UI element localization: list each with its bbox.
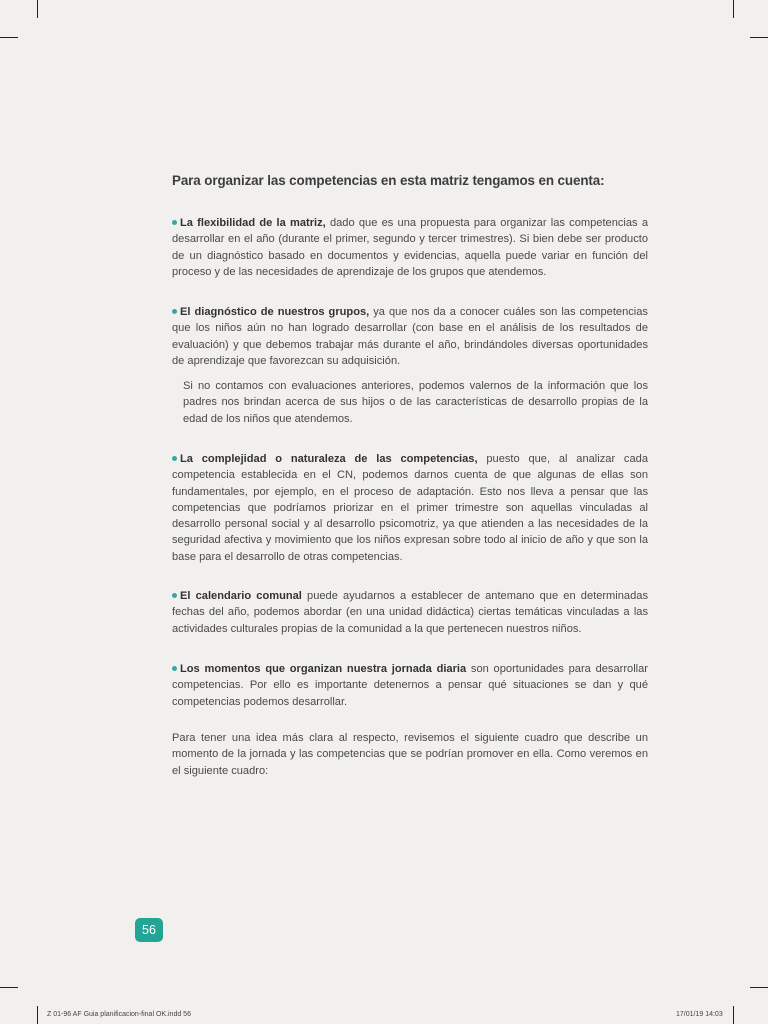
list-item — [172, 588, 648, 637]
crop-mark-bottom-right — [733, 1006, 734, 1024]
item-bold-label: El diagnóstico de nuestros grupos, — [180, 306, 370, 318]
crop-mark-left-bottom — [0, 987, 18, 988]
list-item — [172, 661, 648, 710]
bullet-icon — [172, 220, 177, 225]
bullet-icon — [172, 666, 177, 671]
crop-mark-right-bottom — [750, 987, 768, 988]
crop-mark-bottom-left — [37, 1006, 38, 1024]
footer-date: 17/01/19 14:03 — [676, 1011, 723, 1018]
bullet-icon — [172, 309, 177, 314]
footer-file-info: Z 01-96 AF Guia planificacion-final OK.indd 56 — [47, 1011, 191, 1018]
crop-mark-right-top — [750, 37, 768, 38]
item-bold-label: El calendario comunal — [180, 590, 302, 602]
list-item — [172, 304, 648, 369]
list-item — [172, 451, 648, 565]
closing-paragraph: Para tener una idea más clara al respecto, revisemos el siguiente cuadro que describe un momento de la jornada y las competencias que se podrían promover en ella. Como veremos en el siguiente cuadro: — [172, 732, 648, 777]
page-number-badge: 56 — [135, 918, 163, 942]
crop-mark-top-right — [733, 0, 734, 18]
item-text: son oportunidades para desarrollar competencias. Por ello es importante detenernos a pensar qué situaciones se dan y qué competencias podemos desarrollar. — [172, 663, 648, 708]
item-bold-label: La complejidad o naturaleza de las competencias, — [180, 453, 478, 465]
item-bold-label: Los momentos que organizan nuestra jornada diaria — [180, 663, 467, 675]
list-item — [172, 215, 648, 280]
section-heading: Para organizar las competencias en esta matriz tengamos en cuenta: — [172, 173, 605, 188]
item-text: puede ayudarnos a establecer de antemano que en determinadas fechas del año, podemos abordar (en una unidad didáctica) ciertas temáticas vinculadas a las actividades culturales propias de la comunidad a la que pertenecen nuestros niños. — [172, 590, 648, 635]
crop-mark-left-top — [0, 37, 18, 38]
sub-paragraph: Si no contamos con evaluaciones anteriores, podemos valernos de la información que los padres nos brindan acerca de sus hijos o de las características de desarrollo propias de la edad de los niños que atendemos. — [183, 380, 648, 425]
bullet-icon — [172, 456, 177, 461]
bullet-icon — [172, 593, 177, 598]
item-text: dado que es una propuesta para organizar las competencias a desarrollar en el año (durante el primer, segundo y tercer trimestres). Si bien debe ser producto de un diagnóstico basado en documentos y evidencias, aquella puede variar en función del proceso y de las necesidades de aprendizaje de los grupos que atendemos. — [172, 217, 648, 278]
item-text: ya que nos da a conocer cuáles son las competencias que los niños aún no han logrado desarrollar (con base en el análisis de los resultados de evaluación) y que debemos trabajar más durante el año, brindándoles diversas oportunidades de aprendizaje que favorezcan su adquisición. — [172, 306, 648, 367]
item-bold-label: La flexibilidad de la matriz, — [180, 217, 326, 229]
crop-mark-top-left — [37, 0, 38, 18]
item-text: puesto que, al analizar cada competencia establecida en el CN, podemos darnos cuenta de que algunas de ellas son fundamentales, por ejemplo, en el proceso de adaptación. Esto nos lleva a pensar que las competencias que podríamos priorizar en el primer trimestre son aquellas vinculadas al desarrollo personal social y al desarrollo psicomotriz, ya que atienden a las necesidades de la seguridad afectiva y movimiento que los niños expresan sobre todo al inicio de año y que son la base para el desarrollo de otras competencias. — [172, 453, 648, 563]
